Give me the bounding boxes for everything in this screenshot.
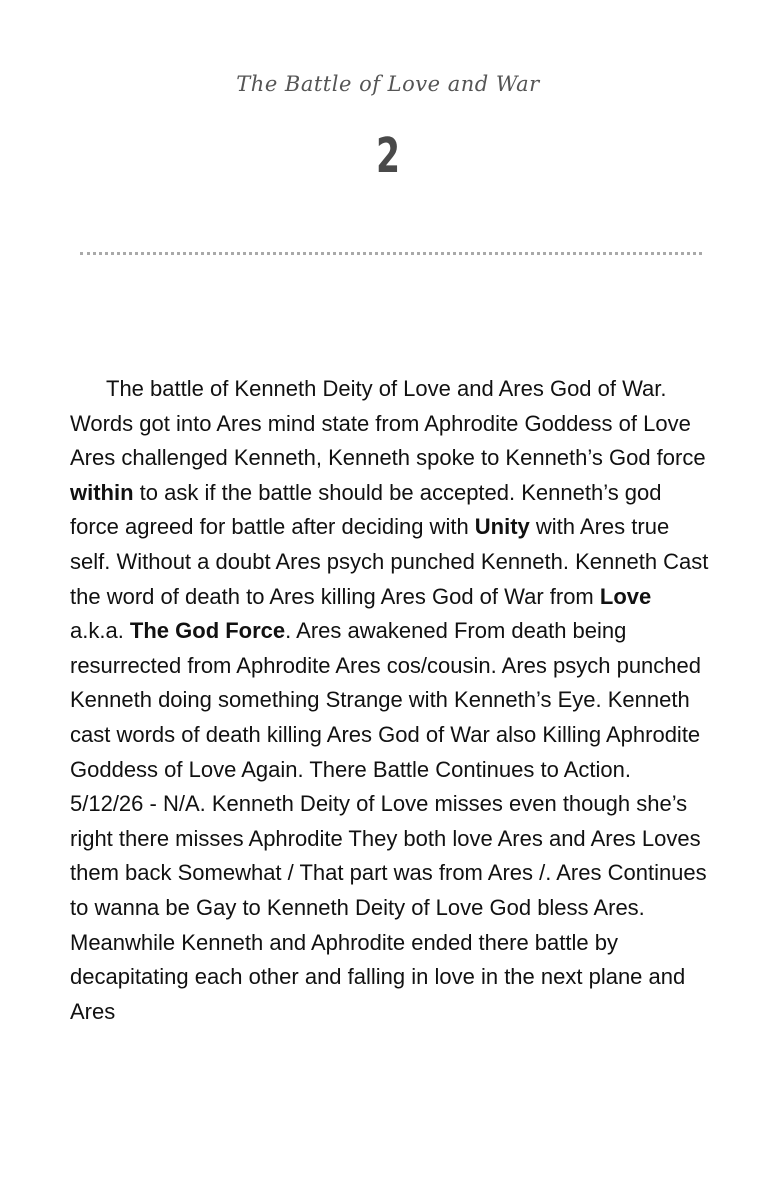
body-paragraph bbox=[70, 372, 710, 1029]
body-text-segment: a.k.a. bbox=[70, 618, 130, 644]
emphasis-unity: Unity bbox=[474, 514, 530, 540]
chapter-number: 2 bbox=[375, 128, 401, 184]
dotted-divider bbox=[80, 252, 702, 255]
running-title: The Battle of Love and War bbox=[236, 72, 540, 96]
emphasis-within: within bbox=[70, 479, 134, 505]
emphasis-the-god-force: The God Force bbox=[129, 618, 286, 644]
body-text-segment: to ask if the battle should be accepted. Kenneth’s god force agreed for battle after deciding with bbox=[70, 479, 662, 540]
body-text-segment: The battle of Kenneth Deity of Love and Ares God of War. Words got into Ares mind state from Aphrodite Goddess of Love Ares challenged Kenneth, Kenneth spoke to Kenneth’s God force bbox=[70, 376, 706, 471]
body-text-segment: with Ares true self. Without a doubt Ares psych punched Kenneth. Kenneth Cast the word of death to Ares killing Ares God of War from bbox=[70, 514, 709, 609]
emphasis-love: Love bbox=[599, 583, 652, 609]
body-text-segment: . Ares awakened From death being resurrected from Aphrodite Ares cos/cousin. Ares psych punched Kenneth doing something Strange with Kenneth’s Eye. Kenneth cast words of death killing Ares God of War also Killing Aphrodite Goddess of Love Again. There Battle Continues to Action. 5/12/26 - N/A. Kenneth Deity of Love misses even though she’s right there misses Aphrodite They both love Ares and Ares Loves them back Somewhat / That part was from Ares /. Ares Continues to wanna be Gay to Kenneth Deity of Love God bless Ares. Meanwhile Kenneth and Aphrodite ended there battle by decapitating each other and falling in love in the next plane and Ares bbox=[70, 618, 707, 1024]
